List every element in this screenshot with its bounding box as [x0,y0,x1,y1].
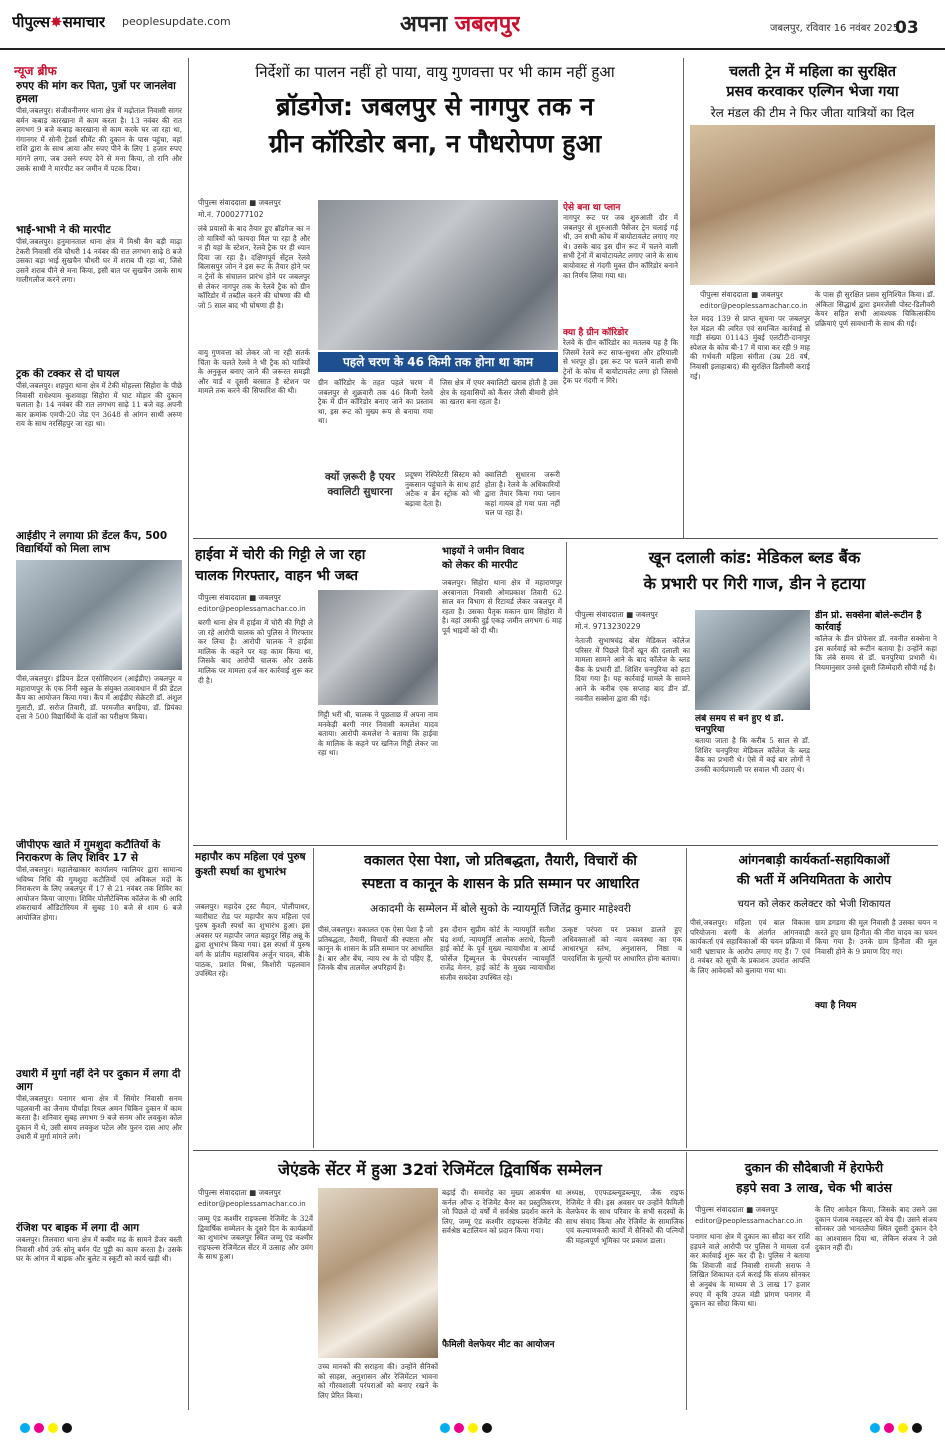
regiment-body-3: अध्यक्ष, एएफडब्ल्यूडब्ल्यूए, जैक राइफ रेजिमेंट ने की। इस अवसर पर उन्होंने फैमिली वेलफेयर के साथ परिवार के सभी सदस्यों के साथ संवाद किया और रेजिमेंट के सामाजिक एवं कल्याणकारी कार्यों में सैनिकों की पत्नियों की महत्वपूर्ण भूमिका पर प्रकाश डाला। [566,1188,684,1245]
theft-email[interactable]: editor@peoplessamachar.co.in [198,605,306,613]
theft-headline[interactable]: हाईवा में चोरी की गिट्टी ले जा रहा चालक गिरफ्तार, वाहन भी जब्त [195,547,366,584]
train-email[interactable]: editor@peoplessamachar.co.in [700,302,808,310]
section-divider [193,538,938,539]
column-divider [683,58,684,538]
train-headline[interactable]: चलती ट्रेन में महिला का सुरक्षित प्रसव करवाकर एल्गिन भेजा गया [726,64,899,100]
lead-body-2: वायु गुणवत्ता को लेकर जो ना रही सतर्क चिंता के चलते रेलवे ने भी ट्रैक को यात्रियों के अनुकूल बनाए जाने की जरूरत समझी और यार्ड व दूसरी बरसात है स्टेशन पर मामले तक करने की सिफारिश की थी। [198,348,310,396]
section-divider [193,845,938,846]
land-dispute-headline[interactable]: भाइयों ने जमीन विवाद को लेकर की मारपीट [442,546,525,571]
yellow-dot-icon [898,1423,908,1433]
print-registration-bar [0,1415,945,1445]
brief-body: पीसं,जबलपुर। पनागर थाना क्षेत्र में सिमोर निवासी सनम पहलवानी का जैनाम पौर्याड़ा रियल अमन चिकिन दुकान में काम करता है। शनिवार सुबह लगभग 9 बजे सनम और लवकुश कोल दुकान में थे, उसी समय लवकुश पटेल और फुरन दास आए और उधारी में मुर्गा मांगने लगे। [16,1094,182,1142]
black-dot-icon [912,1423,922,1433]
blood-side-box [695,714,810,840]
section-divider [193,1150,938,1151]
regiment-mid [442,1188,562,1410]
cyan-dot-icon [20,1423,30,1433]
blood-right-box [815,610,937,840]
brief-body: पीसं,जबलपुर। इंडियन डेंटल एसोसिएशन (आईडीए) जबलपुर व महाराणपुर के एक निनी स्कूल के संयुक्त तत्वावधान में फ्री डेंटल कैंप का आयोजन किया गया। कैंप में आईडीए सेक्रेटरी डॉ. अंशुल गुलाटी, डॉ. सरोज तिवारी, डॉ. परमजीत बगड़िया, डॉ. प्रियंका दत्ता ने 500 विद्यार्थियों के दांतों का परीक्षण किया। [16,674,182,722]
advocacy-headline[interactable]: वकालत ऐसा पेशा, जो प्रतिबद्धता, तैयारी, विचारों की स्पष्टता व कानून के शासन के प्रति सम्मान पर आधारित [361,853,640,892]
site-url[interactable]: peoplesupdate.com [122,15,231,28]
brief-item[interactable] [16,80,182,220]
column-divider [686,1152,687,1410]
advocacy-body-3: उत्कृष्ट परंपरा पर प्रकाश डालते हुए अधिवक्ताओं को न्याय व्यवस्था का एक आधारभूत स्तंभ, अनुशासन, निष्ठा व पारदर्शिता के मूल्यों पर आधारित होना बताया। [562,925,682,963]
blood-side-head: लंबे समय से बने हुए थे डॉ. चनपुरिया [695,714,785,735]
lead-body-1: लंबे प्रयासों के बाद तैयार हुए ब्रॉडगेज का न तो यात्रियों को फायदा मिल पा रहा है और न ही यहां के स्टेशन, रेलवे ट्रैक पर ही ध्यान दिया जा रहा है। दक्षिणपूर्व सेंट्रल रेलवे बिलासपुर जोन ने इस रूट के तैयार होने पर न ट्रेनों के संचालन प्रारंभ होने पर जबलपुर से लेकर नागपुर तक के रेलवे ट्रैक को ग्रीन कॉरिडोर में तब्दील करने की घोषणा की थी जो 5 साल बाद भी घोषणा ही है। [198,224,310,310]
shop-body-2: के लिए आवेदन किया, जिसके बाद उसने उस दुकान पंजाब नवहल्टर को बेच दी। उसने संजय सोनकर उसे भानतलैया स्थित दूसरी दुकान देने का आश्वासन दिया था, लेकिन संजय ने उसे दुकान नहीं दी। [815,1205,937,1253]
anganwadi-body-2: ग्राम डगडगा की मूल निवासी है उसका चयन न करते हुए ग्राम हिनौता की नीरा यादव का चयन किया गया है। उनके ग्राम हिनौता की मूल निवासी होने के 9 प्रमाण दिए गए। [815,918,937,956]
regiment-body-2: बढ़ाई दी। समारोह का मुख्य आकर्षण था कर्नल ऑफ द रेजिमेंट बैनर का प्रस्तुतिकरण, जो पिछले दो वर्षों में सर्वश्रेष्ठ प्रदर्शन करने के लिए, जम्मू एंड कश्मीर राइफल्स रेजिमेंट की सर्वश्रेष्ठ बटालियन को प्रदान किया गया। [442,1188,562,1236]
lead-caption-bar: पहले चरण के 46 किमी तक होना था काम [318,352,558,372]
magenta-dot-icon [454,1423,464,1433]
lead-box-4: क्वालिटी सुधारना जरूरी होता है। रेलवे के अधिकारियों द्वारा तैयार किया गया प्लान कहां गायब हो गया पता नहीं चल पा रहा है। [485,470,560,518]
theft-body-1: बरगी थाना क्षेत्र में हाईवा में चोरी की गिट्टी ले जा रहे आरोपी चालक को पुलिस ने गिरफ्तार कर लिया है। आरोपी चालक ने हाईवा मालिक के कहने पर यह काम किया था, जिसके बाद आरोपी चालक और उसके मालिक पर मामला दर्ज कर कार्रवाई शुरू कर दी है। [198,618,313,685]
brief-body: पीसं,जबलपुर। संजीवनीनगर थाना क्षेत्र में मढ़ोताल निवासी सागर बर्मन कबाड़ कारखाना में काम करता है। 13 नवंबर की रात लगभग 9 बजे कबाड़ कारखाना से काम करके घर जा रहा था, गंगानगर में सोनी ट्रेडर्स सीमेंट की दुकान के पास पहुंचा, वहां राशि द्वारा के साथ आया और रुपए पीने के लिए 1 हजार रुपए मांगने लगा, जब उसने रुपए देने से मना किया, तो रानि और उसके साथी ने मारपीट कर जमीन में पटक दिया। [16,106,182,173]
page-number: 03 [895,18,919,38]
railway-track-photo [318,200,558,350]
blood-side-body: बताया जाता है कि करीब 5 साल से डॉ. शिशिर चनपुरिया मेडिकल कॉलेज के ब्लड बैंक का प्रभारी थे। ऐसे में कई बार लोगों ने उनकी कार्यप्रणाली पर सवाल भी उठाए थे। [695,736,810,774]
train-body-1: रेल मदद 139 से प्राप्त सूचना पर जबलपुर रेल मंडल की त्वरित एवं समन्वित कार्रवाई से गाड़ी संख्या 01143 मुंबई एलटीटी-दानापुर स्पेशल के कोच बी-17 में यात्रा कर रही 9 माह की गर्भवती महिला संगीता (उम्र 28 वर्ष, निवासी इलाहाबाद) की सुरक्षित डिलीवरी कराई गई। [690,314,810,381]
brief-title: रंजिश पर बाइक में लगा दी आग [16,1222,140,1234]
train-body-2: के पास ही सुरक्षित प्रसव सुनिश्चित किया। डॉ. अंकिता सिद्धार्थ द्वारा इमरजेंसी पोस्ट-डिलीवरी केयर सहित सभी आवश्यक चिकित्सकीय प्रक्रियाएं पूर्ण सावधानी के साथ की गईं। [815,290,935,328]
yellow-dot-icon [468,1423,478,1433]
green-corridor-subhead: क्या है ग्रीन कॉरिडोर [563,328,629,338]
brief-item[interactable] [16,1068,182,1218]
lead-sidebar [563,200,678,500]
brief-title: रुपए की मांग कर पिता, पुत्रों पर जानलेवा हमला [16,80,176,105]
shop-fraud-headline[interactable]: दुकान की सौदेबाजी में हेराफेरी हड़पे सवा 3 लाख, चेक भी बाउंस [736,1160,892,1195]
dateline: जबलपुर, रविवार 16 नवंबर 2025 [770,23,900,34]
brief-title: ट्रक की टक्कर से दो घायल [16,368,120,380]
blood-right-body: कॉलेज के डीन प्रोफेसर डॉ. नवनीत सक्सेना ने इस कार्रवाई को रूटीन बताया है। उन्होंने कहा कि लंबे समय से डॉ. चनपुरिया प्रभारी थे। नियमानुसार उनसे दूसरी जिम्मेदारी सौंपी गई है। [815,634,937,672]
blood-byline: पीपुल्स संवाददाता ■ जबलपुर [575,610,658,619]
black-dot-icon [482,1423,492,1433]
regiment-caption: उच्च मानकों की सराहना की। उन्होंने सैनिकों को साहस, अनुशासन और रेजिमेंटल भावना को गौरवशाली परंपराओं को बनाए रखने के लिए प्रेरित किया। [318,1362,438,1400]
column-divider [313,848,314,1148]
blood-mobile: मो.नं. 9713230229 [575,622,641,631]
cyan-dot-icon [440,1423,450,1433]
brief-item[interactable] [16,839,182,1064]
lead-box-3: प्रदूषण रेस्पिरेटरी सिस्टम को नुकसान पहुंचाने के साथ हार्ट अटैक व ब्रेन स्ट्रोक को भी बढ़ावा देता है। [405,470,480,508]
advocacy-body-1: पीसं,जबलपुर। वकालत एक ऐसा पेशा है जो प्रतिबद्धता, तैयारी, विचारों की स्पष्टता और कानून के शासन के प्रति सम्मान पर आधारित है। बार और बेंच, न्याय रथ के दो पहिए हैं, जिनके बीच तालमेल अपरिहार्य है। [318,925,433,973]
page-title: अपना जबलपुर [400,12,521,37]
anganwadi-kicker: चयन को लेकर कलेक्टर को भेजी शिकायत [737,899,891,910]
air-quality-quote: क्यों ज़रूरी है एयर क्वालिटी सुधारना [324,471,396,498]
blood-right-head: डीन प्रो. सक्सेना बोले-रूटीन है कार्रवाई [815,610,922,633]
wrestling-headline[interactable]: महापौर कप महिला एवं पुरुष कुश्ती स्पर्धा का शुभारंभ [195,851,306,878]
brief-title: भाई-भाभी ने की मारपीट [16,224,111,236]
anganwadi-body-1: पीसं,जबलपुर। महिला एवं बाल विकास परियोजना बरगी के अंतर्गत आंगनवाड़ी कार्यकर्ता एवं सहायिकाओं की चयन प्रक्रिया में भारी भ्रष्टाचार के आरोप लगाए गए हैं। 7 एवं 8 नवंबर को सूची के प्रकाशन उपरांत आपत्ति के लिए आवेदकों को बुलाया गया था। [690,918,810,975]
brief-title: आईडीए ने लगाया फ्री डेंटल कैंप, 500 विद्यार्थियों को मिला लाभ [16,530,168,555]
rule-subhead: क्या है नियम [815,1001,857,1011]
medical-college-photo [695,610,810,710]
anganwadi-headline[interactable]: आंगनबाड़ी कार्यकर्ता-सहायिकाओं की भर्ती में अनियमितता के आरोप [736,852,892,887]
column-divider [686,848,687,1148]
brief-title: उधारी में मुर्गा नहीं देने पर दुकान में लगा दी आग [16,1068,181,1093]
lead-byline: पीपुल्स संवाददाता ■ जबलपुर [198,198,281,207]
regiment-ceremony-photo [318,1188,438,1358]
lead-mobile: मो.नं. 7000277102 [198,210,264,219]
advocacy-kicker: अकादमी के सम्मेलन में बोले सुको के न्यायमूर्ति जितेंद्र कुमार माहेश्वरी [370,903,631,915]
newspaper-logo[interactable]: पीपुल्स✸समाचार [12,13,106,31]
masthead [0,0,945,50]
plan-body: नागपुर रूट पर जब शुरुआती दौर में जबलपुर से शुरुआती पैसेंजर ट्रेन चलाई गई थी, उन सभी कोच में बायोटायलेट लगाए गए थे। उसके बाद इस ग्रीन रूट में चलने वाली सभी ट्रेनों में बायोटायलेट लगाए जाने के साथ बायोवास्ट से गंदगी मुक्त ग्रीन कॉरिडोर बनाने का निर्णय लिया गया था। [563,213,678,280]
shop-byline: पीपुल्स संवाददाता ■ जबलपुर [695,1205,778,1214]
train-kicker: रेल मंडल की टीम ने फिर जीता यात्रियों का दिल [710,106,915,120]
shop-email[interactable]: editor@peoplessamachar.co.in [695,1217,803,1225]
lead-box-2: जिस क्षेत्र में एयर क्वालिटी खराब होती है उस क्षेत्र के रहवासियों को कैंसर जैसी बीमारी होने का खतरा बना रहता है। [440,378,558,407]
column-divider [566,542,567,840]
news-brief-tag: न्यूज ब्रीफ [14,64,57,78]
magenta-dot-icon [34,1423,44,1433]
shop-body-1: पनागर थाना क्षेत्र में दुकान का सौदा कर राशि हड़पने वाले आरोपी पर पुलिस ने मामला दर्ज कर कार्रवाई शुरू कर दी है। पुलिस ने बताया कि शिवाजी वार्ड निवासी रामजी सराफ ने लिखित शिकायत दर्ज कराई कि संजय सोनकर से अनुबंध के माध्यम से 3 लाख 17 हजार रुपए में कृषि उपज मंडी प्रांगण पनागर में दुकान का सौदा किया था। [690,1232,810,1309]
lead-kicker: निर्देशों का पालन नहीं हो पाया, वायु गुणवत्ता पर भी काम नहीं हुआ [255,63,615,81]
advocacy-body-2: इस दौरान सुप्रीम कोर्ट के न्यायमूर्ति सतीश चंद्र शर्मा, न्यायमूर्ति आलोक अराधे, दिल्ली हाई कोर्ट के पूर्व मुख्य न्यायाधीश व आर्म्ड फोर्सेज ट्रिब्यूनल के चेयरपर्सन न्यायमूर्ति राजेंद्र मेनन, हाई कोर्ट के मुख्य न्यायाधीश संजीव सचदेवा उपस्थित रहे। [440,925,555,982]
news-brief-column [16,80,182,1410]
truck-photo [318,590,438,705]
hospital-photo [690,125,935,285]
brief-item[interactable] [16,224,182,364]
black-dot-icon [62,1423,72,1433]
column-divider [188,58,189,1410]
brief-item[interactable] [16,368,182,526]
yellow-dot-icon [48,1423,58,1433]
land-dispute-body: जबलपुर। सिहोरा थाना क्षेत्र में महाराणपुर अरबानाता निवासी ओमप्रकाश तिवारी 62 साल वन विभाग से रिटायर्ड लेकर जबलपुर में रहता है। उसका पैतृक मकान ग्राम सिहोरा में है। वहां उसकी दुई एकड़ जमीन लगभग 6 माह पूर्व भाइयों को दी थी। [442,578,562,635]
family-welfare-head: फैमिली वेलफेयर मीट का आयोजन [442,1340,555,1350]
regiment-headline[interactable]: जेएंडके सेंटर में हुआ 32वां रेजिमेंटल द्विवार्षिक सम्मेलन [278,1160,602,1179]
blood-bank-headline[interactable]: खून दलाली कांड: मेडिकल ब्लड बैंक के प्रभारी पर गिरी गाज, डीन ने हटाया [643,548,866,593]
brief-body: जबलपुर। तिलवारा थाना क्षेत्र में कबीर मढ़ के सामने डेंजर बस्ती निवासी शौर्य उर्फ सोनू बर्मन पेंट पुट्टी का काम करता है। उसके घर के आंगन में बाइक और बुलेट व स्कूटी को कार्य खड़ी थी। [16,1235,182,1264]
dental-camp-photo [16,560,182,670]
regiment-body-1: जम्मू एंड कश्मीर राइफल्स रेजिमेंट के 32वें द्विवार्षिक सम्मेलन के दूसरे दिन के कार्यक्रमों का शुभारंभ जबलपुर स्थित जम्मू एंड कश्मीर राइफल्स रेजिमेंटल सेंटर में उत्साह और उमंग के साथ हुआ। [198,1214,313,1262]
magenta-dot-icon [884,1423,894,1433]
brief-body: पीसं,जबलपुर। महालेखाकार कार्यालय ग्वालियर द्वारा सामान्य भविष्य निधि की गुमशुदा कटौतियों एवं अविकल मदों के निराकरण के लिए जबलपुर में 17 से 21 नवंबर तक शिविर का आयोजन किया जाएगा। शिविर पोलीटेक्निक कॉलेज के श्री आदि शंकराचार्य ऑडिटोरियम में सुबह 10 बजे से शाम 6 बजे आयोजित होगा। [16,865,182,922]
brief-item[interactable] [16,1222,182,1372]
brief-title: जीपीएफ खाते में गुमशुदा कटौतियों के निराकरण के लिए शिविर 17 से [16,839,161,864]
brief-item[interactable] [16,530,182,835]
brief-body: पीसं,जबलपुर। हनुमानताल थाना क्षेत्र में मिश्री बैग बड़ी माढ़ा टेकरी निवासी रवि चौधरी 14 नवंबर की रात लगभग साढ़े 8 बजे उसका बड़ा भाई सुखचैन चौधरी घर में शराब पी रहा था, जिसे उसने शराब पीने से मना किया, इसी बात पर सुखचैन उसके साथ गालीगलौज करने लगा। [16,237,182,285]
logo-star-icon: ✸ [50,13,63,31]
lead-headline[interactable]: ब्रॉडगेज: जबलपुर से नागपुर तक न ग्रीन कॉरिडोर बना, न पौधरोपण हुआ [268,92,602,158]
train-byline: पीपुल्स संवाददाता ■ जबलपुर [700,290,783,299]
anganwadi-right [815,918,937,1146]
brief-body: पीसं,जबलपुर। शहपुरा थाना क्षेत्र में टेकी मोहल्ला सिहोरा के पीछे निवासी राधेश्याम कुशवाहा सिहोरा में घाट मोड़ार की दुकान चलाता है। 14 नवंबर की रात लगभग साढ़े 11 बजे वह अपनी कार क्रमांक एमपी-20 जेड एन 3648 से आंगन साथी अरुण राय के साथ नरसिंहपुर जा रहा था। [16,381,182,429]
blood-body: नेताजी सुभाषचंद्र बोस मेडिकल कॉलेज परिसर में पिछले दिनों खून की दलाली का मामला सामने आने के बाद कॉलेज के ब्लड बैंक के प्रभारी डॉ. शिशिर चनपुरिया को हटा दिया गया है। यह कार्रवाई मामले के सामने आने के करीब एक सप्ताह बाद डीन डॉ. नवनीत सक्सेना द्वारा की गई। [575,636,690,703]
regiment-byline: पीपुल्स संवाददाता ■ जबलपुर [198,1188,281,1197]
theft-body-2: गिट्टी भरी थी, चालक ने पूछताछ में अपना नाम मनकेड़ी बरगी नगर निवासी कमलेश यादव बताया। आरोपी कमलेश ने बताया कि हाईवा के मालिक के कहने पर खनिज गिट्टी लेकर जा रहा था। [318,710,438,758]
wrestling-body: जबलपुर। महादेव ट्रस्ट मैदान, पोलीपाथर, ग्वारीघाट रोड पर महापौर कप महिला एवं पुरुष कुश्ती स्पर्धा का शुभारंभ हुआ। इस अवसर पर महापौर जगत बहादुर सिंह अन्नू के द्वारा शुभारंभ किया गया। इस स्पर्धा में पुरुष वर्ग के प्रांतीय महासचिव अर्जुन यादव, बीके पाठक, प्रशांत मिश्रा, किशोरी पहलवान उपस्थित रहे। [195,902,310,979]
theft-byline: पीपुल्स संवाददाता ■ जबलपुर [198,593,281,602]
cyan-dot-icon [870,1423,880,1433]
green-corridor-body: रेलवे के ग्रीन कॉरिडोर का मतलब यह है कि जिसमें रेलवे रूट साफ-सुथरा और हरियाली से भरपूर हो। इस रूट पर चलने वाली सभी ट्रेनों के कोच में बायोटायलेट लगा हो जिससे ट्रैक पर गंदगी न गिरे। [563,338,678,386]
plan-subhead: ऐसे बना था प्लान [563,203,621,213]
lead-box-1: ग्रीन कॉरिडोर के तहत पहले चरण में जबलपुर से शुक्रवारी तक 46 किमी रेलवे ट्रैक में ग्रीन कॉरिडोर बनाए जाने का प्रस्ताव था, इस रूट को मुख्य रूप से बनाया गया था। [318,378,433,426]
regiment-email[interactable]: editor@peoplessamachar.co.in [198,1200,306,1208]
